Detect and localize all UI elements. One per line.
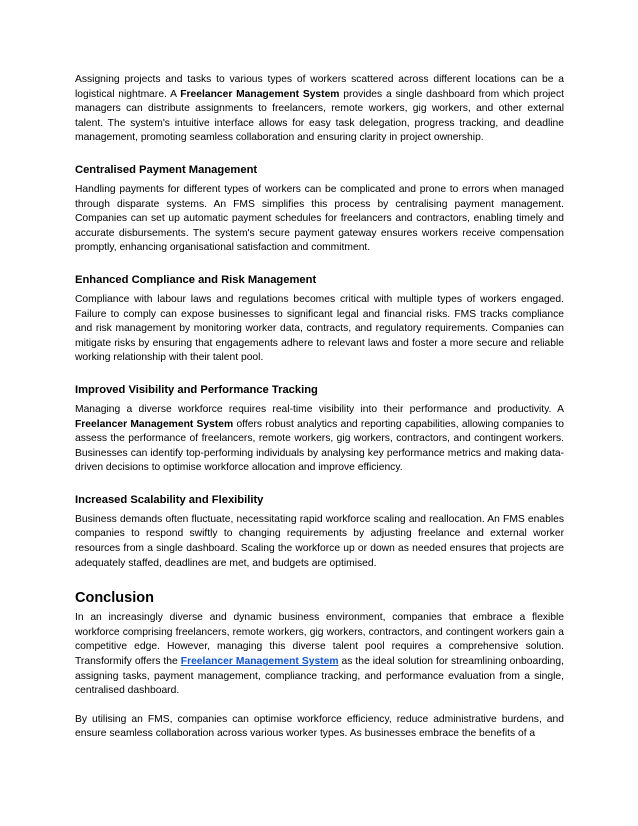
visibility-paragraph [75,403,564,476]
document-content [75,73,564,742]
scalability-paragraph: Business demands often fluctuate, necessitating rapid workforce scaling and reallocation. An FMS enables companies to respond swiftly to changing requirements by adjusting freelance and external worker resources from a single dashboard. Scaling the workforce up or down as needed ensures that projects are adequately staffed, deadlines are met, and budgets are optimised. [75,513,564,569]
freelancer-management-system-link[interactable]: Freelancer Management System [180,656,339,668]
payment-heading: Centralised Payment Management [75,163,258,176]
intro-bold-term: Freelancer Management System [180,88,340,100]
payment-paragraph: Handling payments for different types of workers can be complicated and prone to errors when managed through disparate systems. An FMS simplifies this process by centralising payment management. Companies can set up automatic payment schedules for freelancers and contractors, enabling timely and accurate disbursements. The system's secure payment gateway ensures workers receive compensation promptly, enhancing organisational satisfaction and commitment. [75,183,564,254]
compliance-paragraph: Compliance with labour laws and regulations becomes critical with multiple types of workers engaged. Failure to comply can expose businesses to significant legal and financial risks. FMS tracks compliance and risk management by monitoring worker data, contracts, and regulatory requirements. Companies can mitigate risks by ensuring that engagements adhere to relevant laws and foster a more secure and reliable working relationship with their talent pool. [75,293,564,364]
intro-text-end: provides a single dashboard from which project managers can distribute assignments to freelancers, remote workers, gig workers, and other external talent. The system's intuitive interface allows for easy task delegation, progress tracking, and deadline management, promoting seamless collaboration and ensuring clarity in project ownership. [75,88,564,144]
compliance-heading: Enhanced Compliance and Risk Management [75,273,317,286]
conclusion-heading: Conclusion [75,590,154,607]
conclusion-text-end: as the ideal solution for streamlining onboarding, assigning tasks, payment management, compliance tracking, and performance evaluation from a single, centralised dashboard. [75,656,564,697]
visibility-text-end: offers robust analytics and reporting capabilities, allowing companies to assess the performance of freelancers, remote workers, gig workers, contractors, and contingent workers. Businesses can identify top-performing individuals by analysing key performance metrics and making data-driven decisions to optimise workforce allocation and improve efficiency. [75,418,564,474]
scalability-heading: Increased Scalability and Flexibility [75,493,264,506]
conclusion-paragraph-1 [75,611,564,699]
visibility-text-start: Managing a diverse workforce requires real-time visibility into their performance and productivity. A [75,403,564,415]
intro-text-start: Assigning projects and tasks to various types of workers scattered across different locations can be a logistical nightmare. A [75,74,564,100]
visibility-heading: Improved Visibility and Performance Tracking [75,383,318,396]
intro-paragraph [75,73,564,146]
visibility-bold-term: Freelancer Management System [75,418,234,430]
conclusion-text-start: In an increasingly diverse and dynamic business environment, companies that embrace a flexible workforce comprising freelancers, remote workers, gig workers, contractors, and contingent workers gain a competitive edge. However, managing this diverse talent pool requires a comprehensive solution. Transformify offers the [75,612,564,668]
conclusion-paragraph-2: By utilising an FMS, companies can optimise workforce efficiency, reduce administrative burdens, and ensure seamless collaboration across various worker types. As businesses embrace the benefits of a [75,713,564,740]
